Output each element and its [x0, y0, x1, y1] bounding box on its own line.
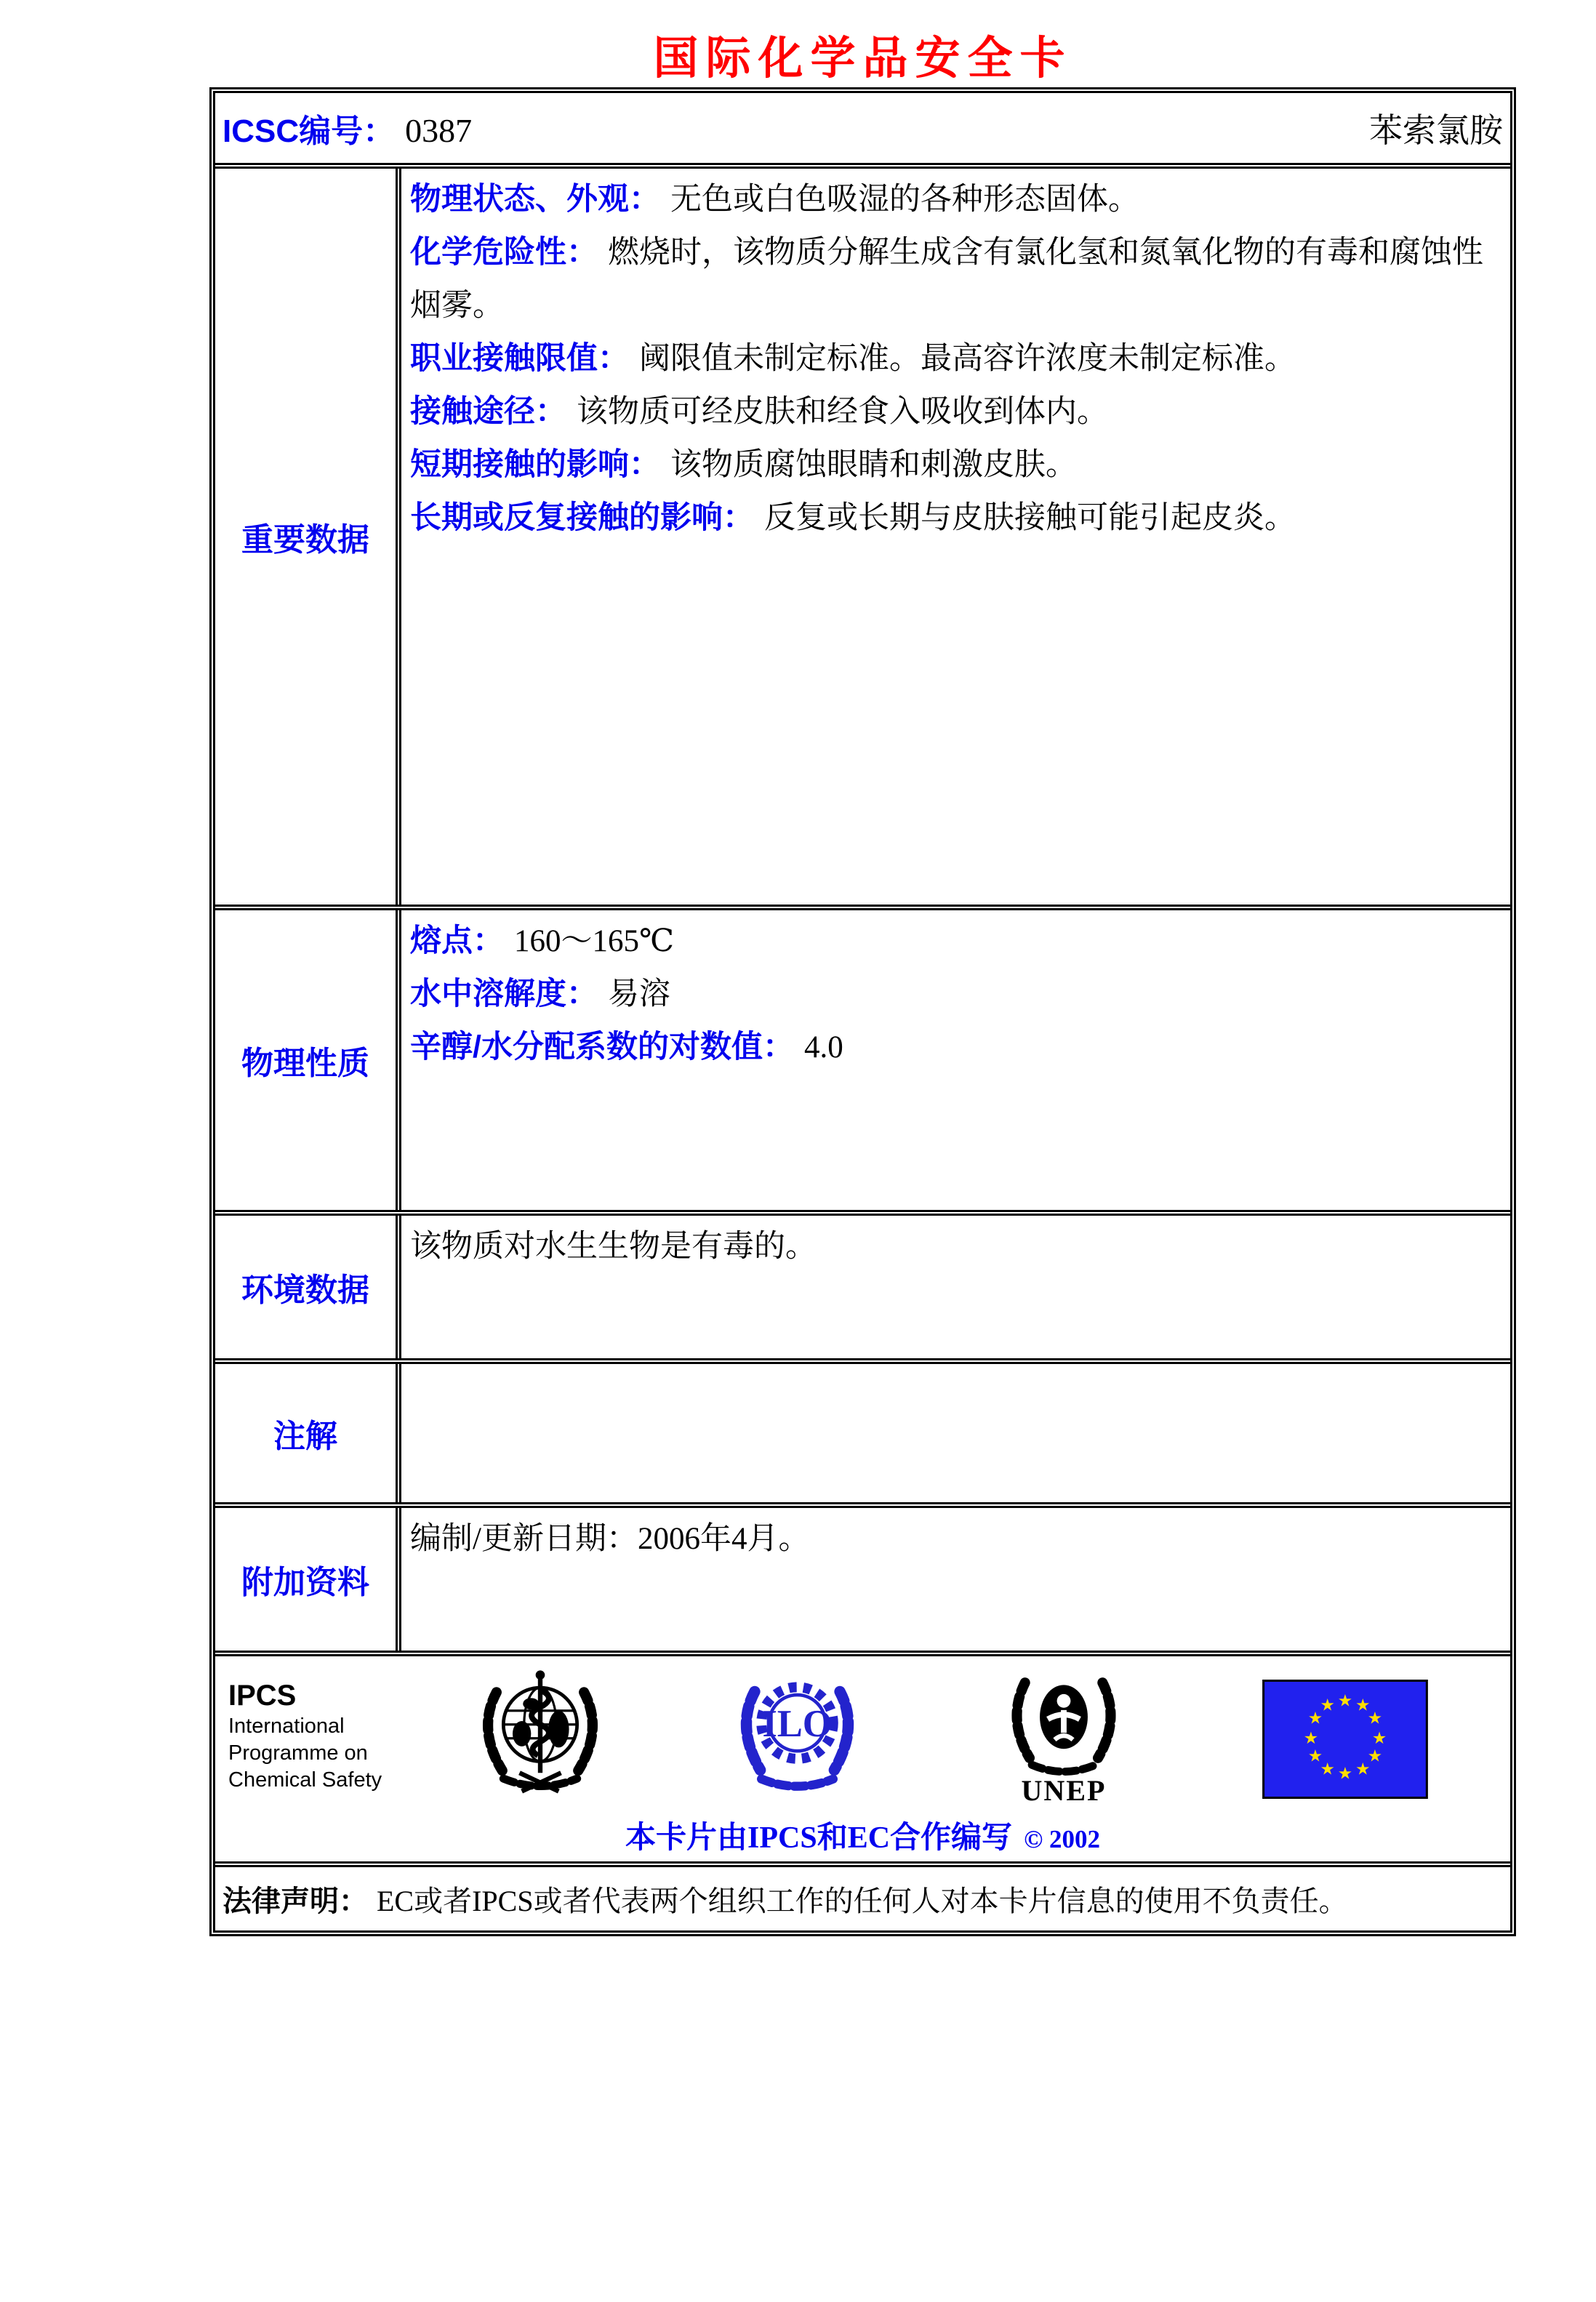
item-text: 160～165℃: [514, 924, 675, 958]
section-row-notes: [215, 1358, 1510, 1502]
icsc-number-value: 0387: [405, 112, 473, 149]
icsc-card-table: [209, 87, 1516, 1936]
item-text: 编制/更新日期：2006年4月。: [410, 1522, 810, 1556]
item-label: 短期接触的影响：: [410, 447, 660, 482]
credit-text: 本卡片由IPCS和EC合作编写: [625, 1821, 1013, 1855]
icsc-number-group: [222, 105, 472, 151]
section-row-physical-properties: [215, 905, 1510, 1210]
legal-label: 法律声明：: [222, 1885, 368, 1917]
item-label: 职业接触限值：: [410, 341, 629, 376]
section-row-additional-info: [215, 1502, 1510, 1651]
svg-text:ILO: ILO: [762, 1703, 833, 1746]
item-label: 化学危险性：: [410, 235, 598, 270]
svg-text:★: ★: [1307, 1746, 1323, 1766]
important-item-physical-state: [410, 173, 1501, 226]
svg-text:★: ★: [1355, 1760, 1371, 1779]
unep-logo-block: [987, 1662, 1140, 1808]
item-label: 长期或反复接触的影响：: [410, 500, 754, 535]
important-item-short-term: [410, 438, 1501, 492]
svg-text:★: ★: [1307, 1709, 1323, 1728]
section-content-physical-properties: [401, 910, 1510, 1210]
section-label-notes: 注解: [215, 1364, 401, 1502]
svg-text:★: ★: [1337, 1764, 1353, 1784]
ipcs-title: IPCS: [228, 1680, 297, 1712]
item-text: 阈限值未制定标准。最高容许浓度未制定标准。: [639, 342, 1296, 376]
svg-text:★: ★: [1355, 1696, 1371, 1715]
section-label-additional-info: 附加资料: [215, 1508, 401, 1651]
additional-item-update-date: [410, 1512, 1501, 1565]
footer-logos-row: [215, 1651, 1510, 1861]
icsc-number-label: ICSC编号：: [222, 113, 396, 149]
important-item-exposure-route: [410, 385, 1501, 438]
ipcs-text-block: [228, 1678, 382, 1794]
item-text: 4.0: [803, 1030, 843, 1064]
item-text: 反复或长期与皮肤接触可能引起皮炎。: [764, 501, 1296, 535]
section-content-environmental-data: [401, 1216, 1510, 1358]
svg-text:★: ★: [1367, 1709, 1383, 1728]
item-label: 水中溶解度：: [410, 976, 598, 1011]
unep-logo-icon: [995, 1662, 1133, 1778]
section-content-notes: [401, 1364, 1510, 1502]
ipcs-line-1: International: [228, 1715, 345, 1738]
item-text: 该物质可经皮肤和经食入吸收到体内。: [577, 395, 1108, 429]
legal-text: EC或者IPCS或者代表两个组织工作的任何人对本卡片信息的使用不负责任。: [377, 1885, 1348, 1917]
ipcs-line-2: Programme on: [228, 1741, 368, 1765]
section-label-physical-properties: 物理性质: [215, 910, 401, 1210]
item-text: 该物质腐蚀眼睛和刺激皮肤。: [670, 448, 1077, 482]
section-content-additional-info: [401, 1508, 1510, 1651]
ipcs-line-3: Chemical Safety: [228, 1768, 382, 1792]
svg-text:★: ★: [1320, 1696, 1335, 1715]
svg-text:★: ★: [1320, 1760, 1335, 1779]
ilo-logo-icon: [730, 1662, 865, 1808]
section-label-environmental-data: 环境数据: [215, 1216, 401, 1358]
important-item-long-term: [410, 492, 1501, 545]
section-row-environmental-data: [215, 1210, 1510, 1358]
section-label-important-data: 重要数据: [215, 169, 401, 905]
eu-flag-icon: [1262, 1680, 1428, 1802]
item-text: 燃烧时，该物质分解生成含有氯化氢和氮氧化物的有毒和腐蚀性烟雾。: [410, 236, 1483, 323]
who-logo-icon: [471, 1662, 609, 1811]
item-label: 辛醇/水分配系数的对数值：: [410, 1030, 794, 1064]
important-item-exposure-limit: [410, 332, 1501, 385]
item-label: 物理状态、外观：: [410, 182, 660, 217]
page-title: 国际化学品安全卡: [653, 34, 1072, 84]
item-text: 无色或白色吸湿的各种形态固体。: [670, 183, 1139, 217]
header-row: [215, 93, 1510, 163]
credit-line: [215, 1813, 1510, 1857]
copyright-text: © 2002: [1024, 1825, 1100, 1853]
important-item-chemical-danger: [410, 226, 1501, 332]
item-text: 该物质对水生生物是有毒的。: [410, 1230, 817, 1264]
section-content-important-data: [401, 169, 1510, 905]
svg-text:★: ★: [1371, 1729, 1387, 1749]
svg-text:★: ★: [1337, 1691, 1353, 1711]
svg-text:★: ★: [1303, 1729, 1319, 1749]
physical-item-melting-point: [410, 915, 1501, 968]
legal-row: [215, 1861, 1510, 1930]
item-label: 熔点：: [410, 923, 504, 958]
section-row-important-data: [215, 163, 1510, 905]
unep-label: UNEP: [1021, 1774, 1107, 1807]
svg-text:★: ★: [1367, 1746, 1383, 1766]
item-text: 易溶: [608, 977, 670, 1011]
item-label: 接触途径：: [410, 394, 566, 429]
chemical-name: 苯索氯胺: [1369, 112, 1503, 149]
physical-item-solubility: [410, 968, 1501, 1021]
physical-item-log-pow: [410, 1021, 1501, 1074]
environment-item-aquatic-toxicity: [410, 1220, 1501, 1273]
